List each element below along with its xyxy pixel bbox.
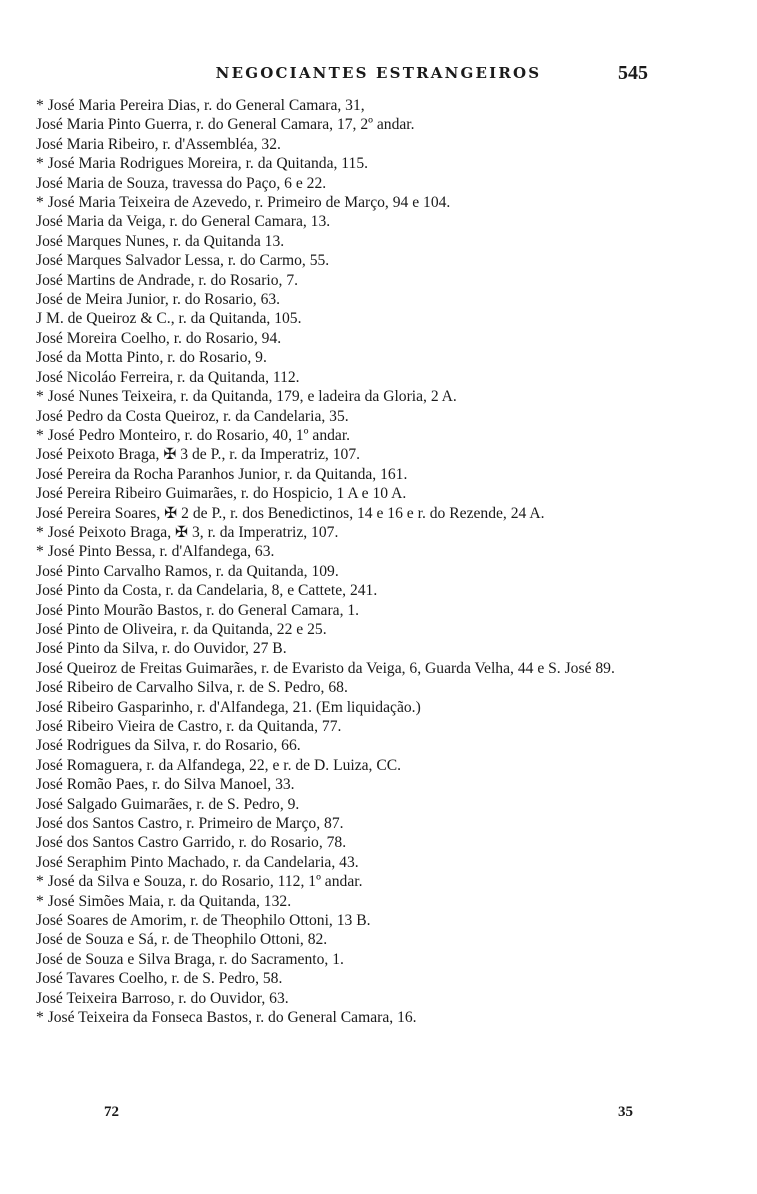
list-item: José Pinto Carvalho Ramos, r. da Quitanda, 109. (36, 562, 339, 580)
list-item: José Pinto Mourão Bastos, r. do General Camara, 1. (36, 601, 360, 619)
page-footer (0, 1104, 757, 1126)
list-item: José dos Santos Castro Garrido, r. do Rosario, 78. (36, 834, 347, 852)
list-item: José Ribeiro Gasparinho, r. d'Alfandega, 21. (Em liquidação.) (36, 698, 421, 716)
sheet-number: 35 (618, 1104, 633, 1120)
list-item: José Marques Salvador Lessa, r. do Carmo, 55. (36, 252, 330, 270)
list-item: * José Teixeira da Fonseca Bastos, r. do General Camara, 16. (36, 1009, 417, 1027)
list-item: José Maria Ribeiro, r. d'Assembléa, 32. (36, 135, 281, 153)
page-number: 545 (618, 62, 648, 84)
list-item: José Pereira Soares, ✠ 2 de P., r. dos Benedictinos, 14 e 16 e r. do Rezende, 24 A. (36, 504, 545, 522)
list-item: * José Peixoto Braga, ✠ 3, r. da Imperatriz, 107. (36, 523, 339, 541)
list-item: José de Souza e Sá, r. de Theophilo Ottoni, 82. (36, 931, 328, 949)
list-item: José Pinto da Costa, r. da Candelaria, 8, e Cattete, 241. (36, 582, 378, 600)
list-item: * José Maria Pereira Dias, r. do General Camara, 31, (36, 97, 365, 114)
list-item: José Ribeiro de Carvalho Silva, r. de S. Pedro, 68. (36, 679, 348, 697)
list-item: José Maria Pinto Guerra, r. do General Camara, 17, 2º andar. (36, 116, 415, 134)
list-item: * José Maria Rodrigues Moreira, r. da Quitanda, 115. (36, 155, 369, 173)
list-item: * José Pedro Monteiro, r. do Rosario, 40, 1º andar. (36, 426, 351, 444)
list-item: * José Maria Teixeira de Azevedo, r. Primeiro de Março, 94 e 104. (36, 194, 451, 212)
list-item: José Marques Nunes, r. da Quitanda 13. (36, 232, 285, 250)
list-item: José Pereira Ribeiro Guimarães, r. do Hospicio, 1 A e 10 A. (36, 485, 407, 503)
merchant-list (36, 96, 696, 1028)
list-item: * José Simões Maia, r. da Quitanda, 132. (36, 892, 292, 910)
list-item: José Soares de Amorim, r. de Theophilo Ottoni, 13 B. (36, 912, 371, 930)
list-item: José Romão Paes, r. do Silva Manoel, 33. (36, 776, 295, 794)
list-item: José Maria da Veiga, r. do General Camara, 13. (36, 213, 331, 231)
list-item: * José da Silva e Souza, r. do Rosario, 112, 1º andar. (36, 873, 363, 891)
list-item: José de Souza e Silva Braga, r. do Sacramento, 1. (36, 950, 344, 968)
list-item: José Pinto da Silva, r. do Ouvidor, 27 B. (36, 640, 287, 658)
list-item: * José Pinto Bessa, r. d'Alfandega, 63. (36, 543, 275, 561)
list-item: José dos Santos Castro, r. Primeiro de Março, 87. (36, 815, 344, 833)
list-item: José de Meira Junior, r. do Rosario, 63. (36, 291, 281, 309)
list-item: José Maria de Souza, travessa do Paço, 6 e 22. (36, 174, 327, 192)
list-item: José Queiroz de Freitas Guimarães, r. de Evaristo da Veiga, 6, Guarda Velha, 44 e S. José 89. (36, 659, 615, 677)
list-item: José da Motta Pinto, r. do Rosario, 9. (36, 349, 267, 367)
list-item: José Salgado Guimarães, r. de S. Pedro, 9. (36, 795, 300, 813)
list-item: * José Nunes Teixeira, r. da Quitanda, 179, e ladeira da Gloria, 2 A. (36, 388, 457, 406)
list-item: José Pereira da Rocha Paranhos Junior, r. da Quitanda, 161. (36, 465, 408, 483)
list-item: José Rodrigues da Silva, r. do Rosario, 66. (36, 737, 301, 755)
list-item: José Ribeiro Vieira de Castro, r. da Quitanda, 77. (36, 718, 342, 735)
list-item: J M. de Queiroz & C., r. da Quitanda, 105. (36, 310, 302, 328)
list-item: José Teixeira Barroso, r. do Ouvidor, 63. (36, 989, 289, 1007)
page-header (0, 62, 757, 86)
running-title: NEGOCIANTES ESTRANGEIROS (215, 64, 542, 82)
list-item: José Nicoláo Ferreira, r. da Quitanda, 112. (36, 368, 300, 386)
list-item: José Peixoto Braga, ✠ 3 de P., r. da Imperatriz, 107. (36, 446, 361, 464)
list-item: José Moreira Coelho, r. do Rosario, 94. (36, 329, 282, 347)
list-item: José Pinto de Oliveira, r. da Quitanda, 22 e 25. (36, 620, 327, 638)
signature-mark: 72 (104, 1104, 119, 1120)
list-item: José Seraphim Pinto Machado, r. da Candelaria, 43. (36, 853, 359, 871)
list-item: José Tavares Coelho, r. de S. Pedro, 58. (36, 970, 283, 988)
list-item: José Martins de Andrade, r. do Rosario, 7. (36, 271, 299, 289)
list-item: José Pedro da Costa Queiroz, r. da Candelaria, 35. (36, 407, 349, 425)
list-item: José Romaguera, r. da Alfandega, 22, e r. de D. Luiza, CC. (36, 756, 402, 774)
